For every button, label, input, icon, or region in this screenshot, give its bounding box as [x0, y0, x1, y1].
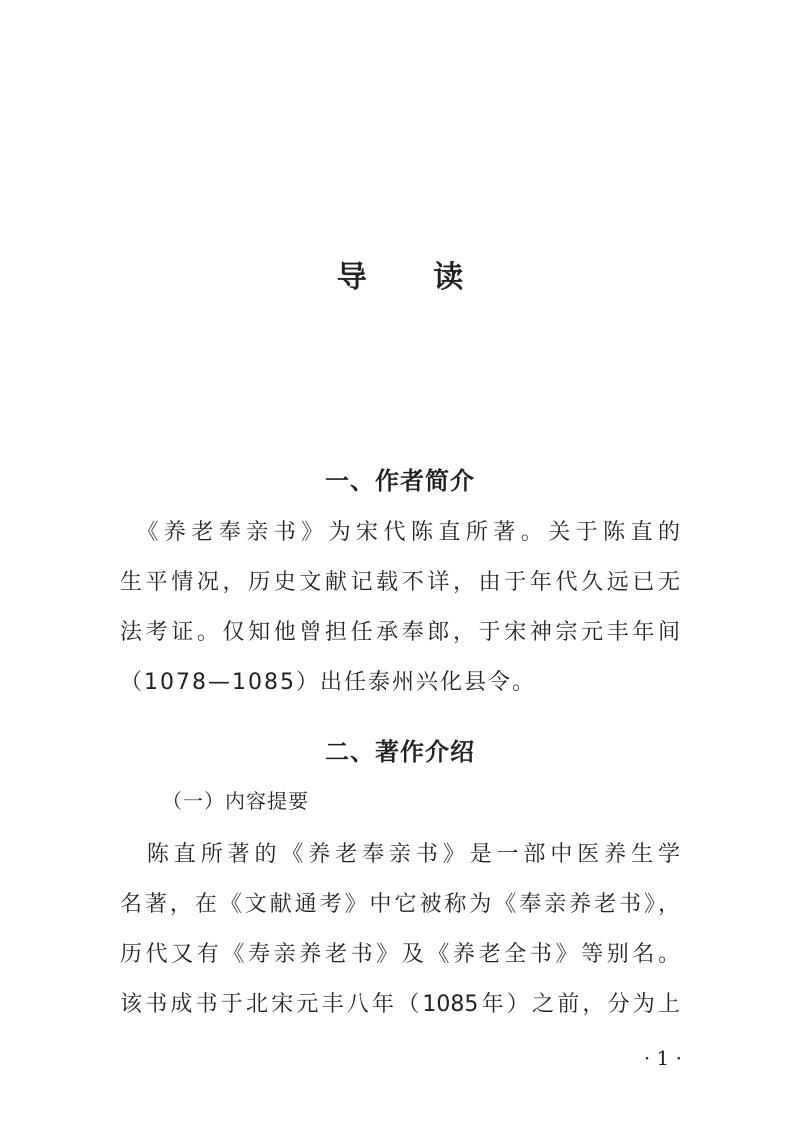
- paragraph-line: 法考证。仅知他曾担任承奉郎，于宋神宗元丰年间: [120, 620, 680, 645]
- paragraph-line: （1078—1085）出任泰州兴化县令。: [120, 670, 536, 695]
- work-paragraph: [120, 830, 680, 1030]
- paragraph-line: 生平情况，历史文献记载不详，由于年代久远已无: [120, 570, 680, 595]
- author-paragraph: [120, 508, 680, 708]
- paragraph-line: 该书成书于北宋元丰八年（1085年）之前，分为上: [120, 992, 680, 1017]
- paragraph-line: 陈直所著的《养老奉亲书》是一部中医养生学: [120, 842, 680, 867]
- paragraph-line: 历代又有《寿亲养老书》及《养老全书》等别名。: [120, 942, 680, 967]
- page-title: 导 读: [336, 260, 492, 295]
- page-number: · 1 ·: [643, 1046, 682, 1070]
- subheading-summary: （一）内容提要: [162, 789, 309, 813]
- paragraph-line: 《养老奉亲书》为宋代陈直所著。关于陈直的: [120, 520, 680, 545]
- section-heading-work: 二、著作介绍: [325, 738, 475, 766]
- section-heading-author: 一、作者简介: [325, 467, 475, 495]
- paragraph-line: 名著，在《文献通考》中它被称为《奉亲养老书》，: [120, 892, 680, 917]
